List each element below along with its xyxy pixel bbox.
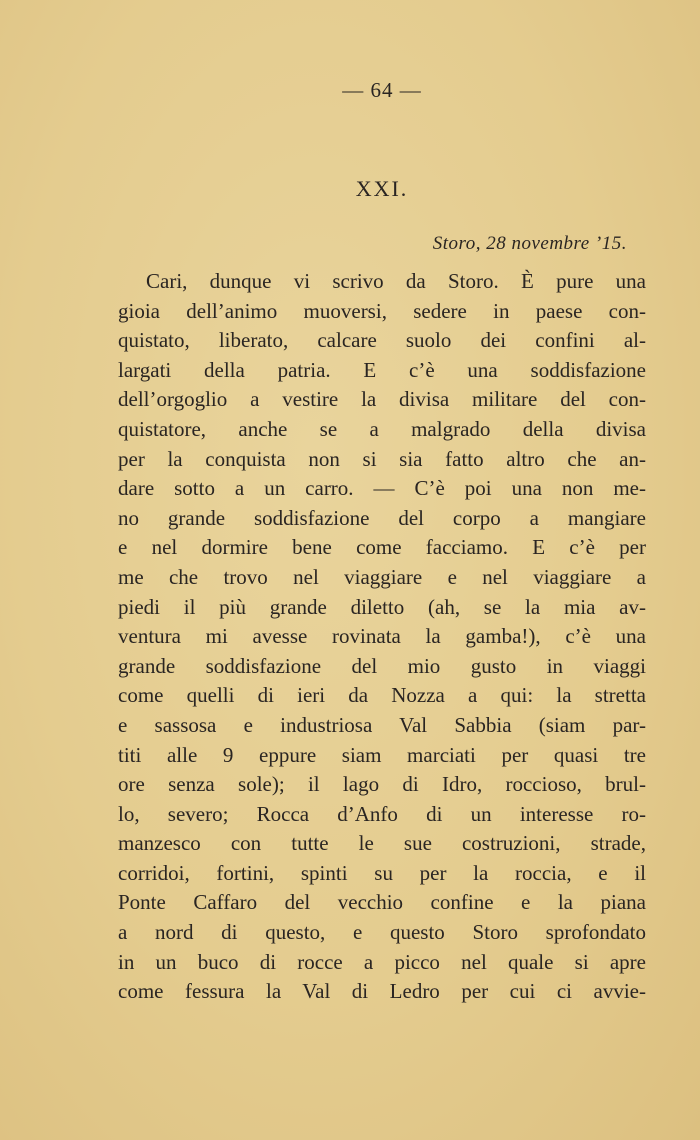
text-line: quistato, liberato, calcare suolo dei confini al- xyxy=(118,328,646,353)
page-number: — 64 — xyxy=(342,78,422,102)
text-line: lo, severo; Rocca d’Anfo di un interesse ro- xyxy=(118,801,646,826)
text-line: per la conquista non si sia fatto altro che an- xyxy=(118,446,646,471)
text-line: largati della patria. E c’è una soddisfazione xyxy=(118,357,646,382)
text-line: a nord di questo, e questo Storo sprofondato xyxy=(118,920,646,945)
text-line: grande soddisfazione del mio gusto in viaggi xyxy=(118,653,646,678)
letter-dateline: Storo, 28 novembre ’15. xyxy=(432,233,627,254)
letter-body xyxy=(118,267,646,1007)
text-line: me che trovo nel viaggiare e nel viaggiare a xyxy=(118,564,646,589)
text-line: e sassosa e industriosa Val Sabbia (siam par- xyxy=(118,712,646,737)
text-line: dare sotto a un carro. — C’è poi una non me- xyxy=(118,476,646,501)
text-line: manzesco con tutte le sue costruzioni, strade, xyxy=(118,831,646,856)
text-line: titi alle 9 eppure siam marciati per quasi tre xyxy=(118,742,646,767)
text-line: ore senza sole); il lago di Idro, roccioso, brul- xyxy=(118,772,646,797)
text-line: come fessura la Val di Ledro per cui ci avvie- xyxy=(118,979,646,1004)
text-line: gioia dell’animo muoversi, sedere in paese con- xyxy=(118,298,646,323)
text-line: come quelli di ieri da Nozza a qui: la stretta xyxy=(118,683,646,708)
text-line: piedi il più grande diletto (ah, se la mia av- xyxy=(118,594,646,619)
text-line: dell’orgoglio a vestire la divisa militare del con- xyxy=(118,387,646,412)
text-line: ventura mi avesse rovinata la gamba!), c’è una xyxy=(118,624,646,649)
text-line: e nel dormire bene come facciamo. E c’è per xyxy=(118,535,646,560)
text-line: in un buco di rocce a picco nel quale si apre xyxy=(118,949,646,974)
text-line: corridoi, fortini, spinti su per la roccia, e il xyxy=(118,860,646,885)
text-line: quistatore, anche se a malgrado della divisa xyxy=(118,416,646,441)
text-line: Ponte Caffaro del vecchio confine e la piana xyxy=(118,890,646,915)
text-line: no grande soddisfazione del corpo a mangiare xyxy=(118,505,646,530)
chapter-heading: XXI. xyxy=(355,176,409,201)
text-line: Cari, dunque vi scrivo da Storo. È pure una xyxy=(146,269,646,293)
